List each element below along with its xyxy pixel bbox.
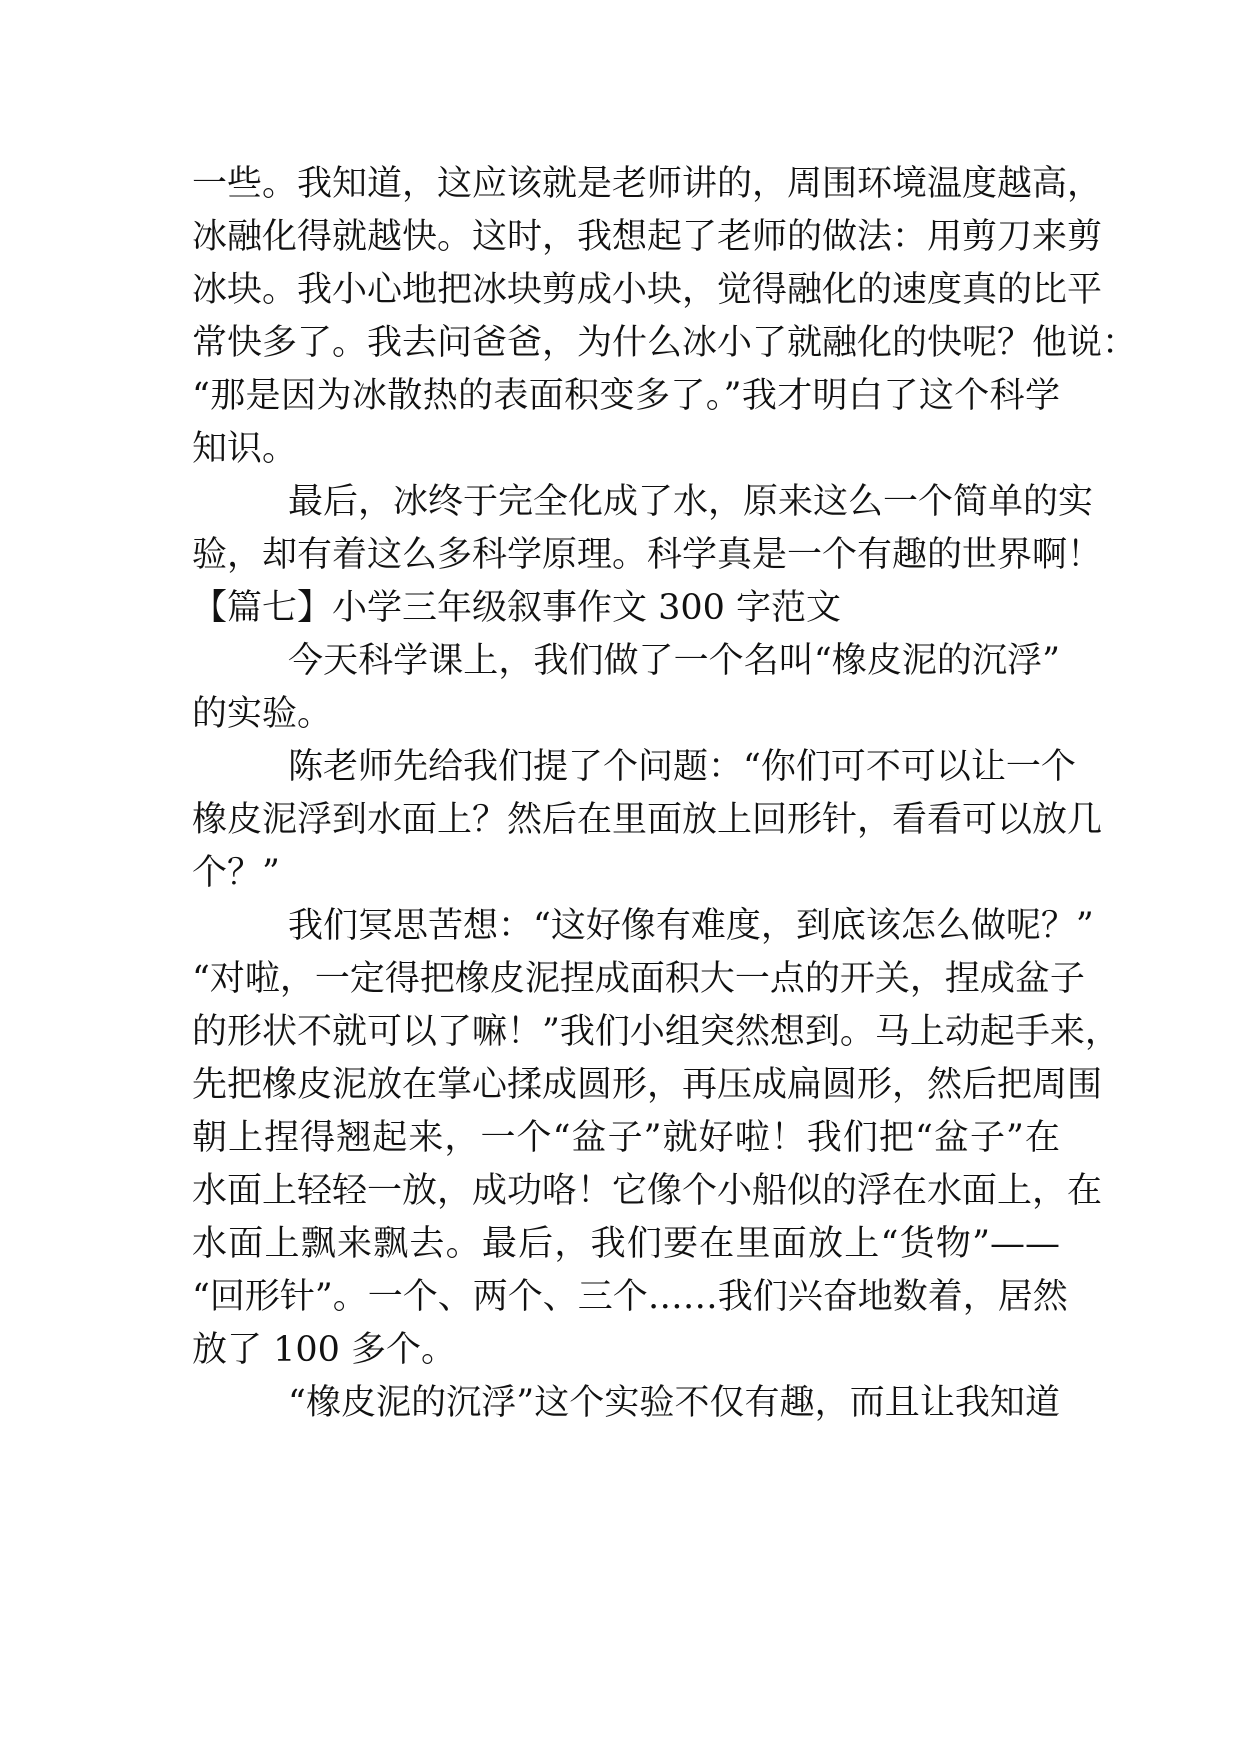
text-line: 一些。我知道，这应该就是老师讲的，周围环境温度越高， bbox=[192, 164, 1103, 204]
text-line: 先把橡皮泥放在掌心揉成圆形，再压成扁圆形，然后把周围 bbox=[192, 1065, 1103, 1105]
text-line: 知识。 bbox=[192, 429, 298, 469]
text-line: 橡皮泥浮到水面上？然后在里面放上回形针，看看可以放几 bbox=[192, 800, 1103, 840]
document-body bbox=[192, 158, 1138, 1430]
text-line: 水面上飘来飘去。最后，我们要在里面放上“货物”—— bbox=[192, 1224, 1060, 1264]
text-line: 放了 100 多个。 bbox=[192, 1330, 457, 1370]
text-line: 常快多了。我去问爸爸，为什么冰小了就融化的快呢？他说： bbox=[192, 323, 1138, 363]
paragraph-first-line: 我们冥思苦想：“这好像有难度，到底该怎么做呢？” bbox=[288, 906, 1094, 946]
text-line: “回形针”。一个、两个、三个……我们兴奋地数着，居然 bbox=[192, 1277, 1068, 1317]
paragraph-first-line: 最后，冰终于完全化成了水，原来这么一个简单的实 bbox=[288, 482, 1094, 522]
paragraph-first-line: “橡皮泥的沉浮”这个实验不仅有趣，而且让我知道 bbox=[288, 1383, 1060, 1423]
paragraph-first-line: 陈老师先给我们提了个问题：“你们可不可以让一个 bbox=[288, 747, 1076, 787]
paragraph-first-line: 今天科学课上，我们做了一个名叫“橡皮泥的沉浮” bbox=[288, 641, 1060, 681]
text-line: 验，却有着这么多科学原理。科学真是一个有趣的世界啊！ bbox=[192, 535, 1103, 575]
text-line: 朝上捏得翘起来，一个“盆子”就好啦！我们把“盆子”在 bbox=[192, 1118, 1060, 1158]
text-line: 的实验。 bbox=[192, 694, 333, 734]
text-line: “对啦，一定得把橡皮泥捏成面积大一点的开关，捏成盆子 bbox=[192, 959, 1085, 999]
text-line: 的形状不就可以了嘛！”我们小组突然想到。马上动起手来， bbox=[192, 1012, 1120, 1052]
text-line: “那是因为冰散热的表面积变多了。”我才明白了这个科学 bbox=[192, 376, 1060, 416]
text-line: 冰块。我小心地把冰块剪成小块，觉得融化的速度真的比平 bbox=[192, 270, 1103, 310]
text-line: 水面上轻轻一放，成功咯！它像个小船似的浮在水面上，在 bbox=[192, 1171, 1103, 1211]
section-heading: 【篇七】小学三年级叙事作文 300 字范文 bbox=[192, 588, 842, 628]
text-line: 冰融化得就越快。这时，我想起了老师的做法：用剪刀来剪 bbox=[192, 217, 1103, 257]
text-line: 个？” bbox=[192, 853, 280, 893]
